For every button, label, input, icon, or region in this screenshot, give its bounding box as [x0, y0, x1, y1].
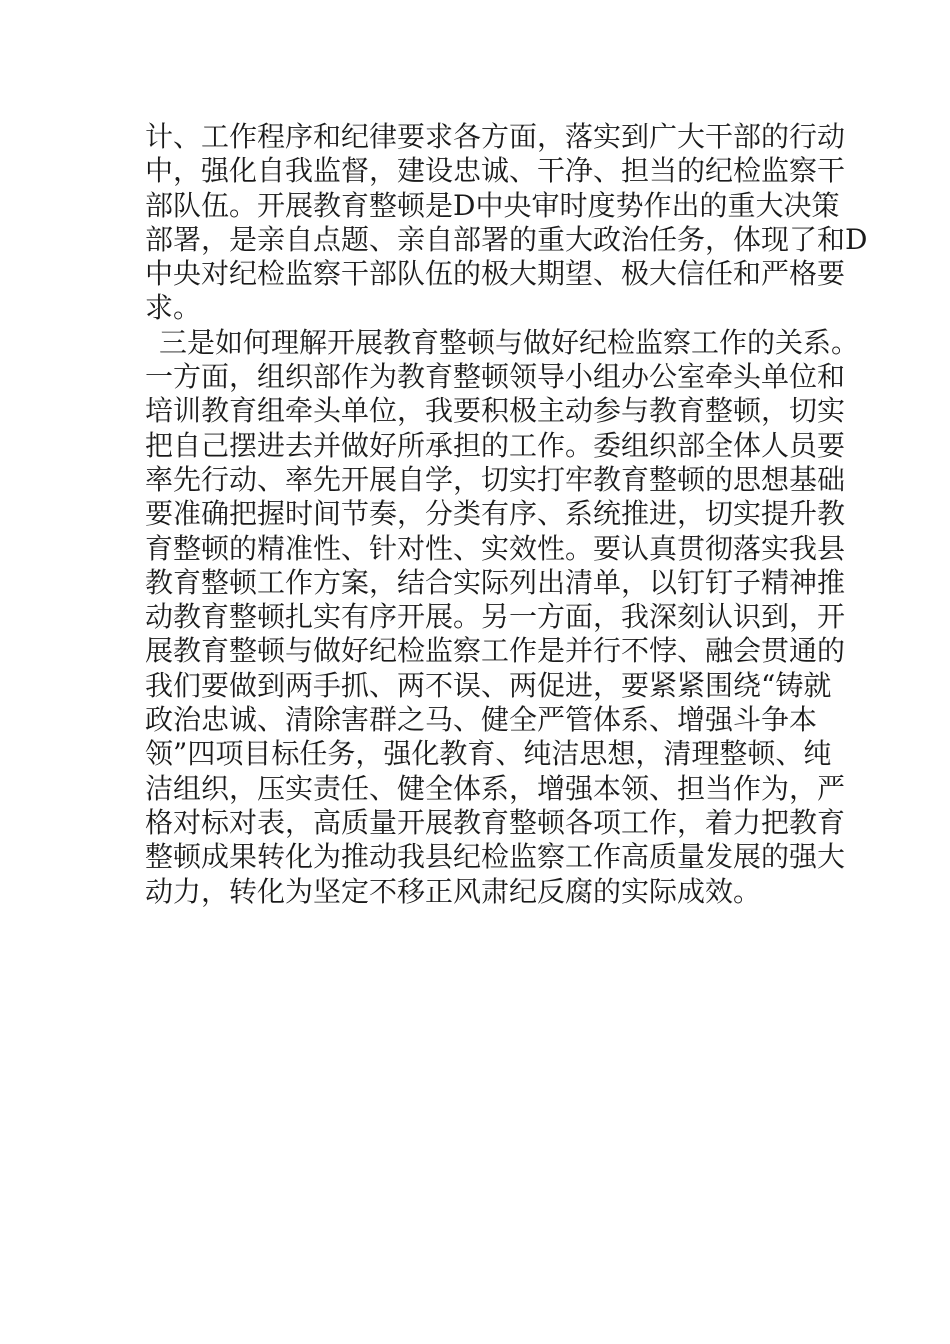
text-line: 教育整顿工作方案，结合实际列出清单，以钉钉子精神推 — [145, 565, 846, 599]
text-line: 领”四项目标任务，强化教育、纯洁思想，清理整顿、纯 — [145, 737, 832, 771]
text-line: 中，强化自我监督，建设忠诚、干净、担当的纪检监察干 — [145, 154, 846, 188]
text-line: 中央对纪检监察干部队伍的极大期望、极大信任和严格要 — [145, 257, 846, 291]
text-line: 要准确把握时间节奏，分类有序、系统推进，切实提升教 — [145, 497, 846, 531]
text-line: 动力，转化为坚定不移正风肃纪反腐的实际成效。 — [145, 874, 762, 908]
text-line: 三是如何理解开展教育整顿与做好纪检监察工作的关系。 — [159, 325, 860, 359]
text-line: 政治忠诚、清除害群之马、健全严管体系、增强斗争本 — [145, 703, 818, 737]
text-line: 部署，是亲自点题、亲自部署的重大政治任务，体现了和D — [145, 222, 868, 256]
text-line: 培训教育组牵头单位，我要积极主动参与教育整顿，切实 — [145, 394, 846, 428]
text-line: 育整顿的精准性、针对性、实效性。要认真贯彻落实我县 — [145, 531, 846, 565]
paragraph-2 — [145, 325, 860, 909]
text-line: 洁组织，压实责任、健全体系，增强本领、担当作为，严 — [145, 771, 846, 805]
text-line: 动教育整顿扎实有序开展。另一方面，我深刻认识到，开 — [145, 600, 846, 634]
text-line: 率先行动、率先开展自学，切实打牢教育整顿的思想基础 — [145, 462, 846, 496]
text-line: 展教育整顿与做好纪检监察工作是并行不悖、融会贯通的 — [145, 634, 846, 668]
text-line: 整顿成果转化为推动我县纪检监察工作高质量发展的强大 — [145, 840, 846, 874]
text-line: 把自己摆进去并做好所承担的工作。委组织部全体人员要 — [145, 428, 846, 462]
text-line: 部队伍。开展教育整顿是D中央审时度势作出的重大决策 — [145, 188, 840, 222]
text-line: 格对标对表，高质量开展教育整顿各项工作，着力把教育 — [145, 805, 846, 839]
text-line: 求。 — [145, 291, 202, 325]
text-line: 我们要做到两手抓、两不误、两促进，要紧紧围绕“铸就 — [145, 668, 832, 702]
text-line: 计、工作程序和纪律要求各方面，落实到广大干部的行动 — [145, 120, 846, 153]
text-line: 一方面，组织部作为教育整顿领导小组办公室牵头单位和 — [145, 360, 846, 394]
paragraph-1 — [145, 120, 868, 326]
document-body — [145, 120, 868, 909]
